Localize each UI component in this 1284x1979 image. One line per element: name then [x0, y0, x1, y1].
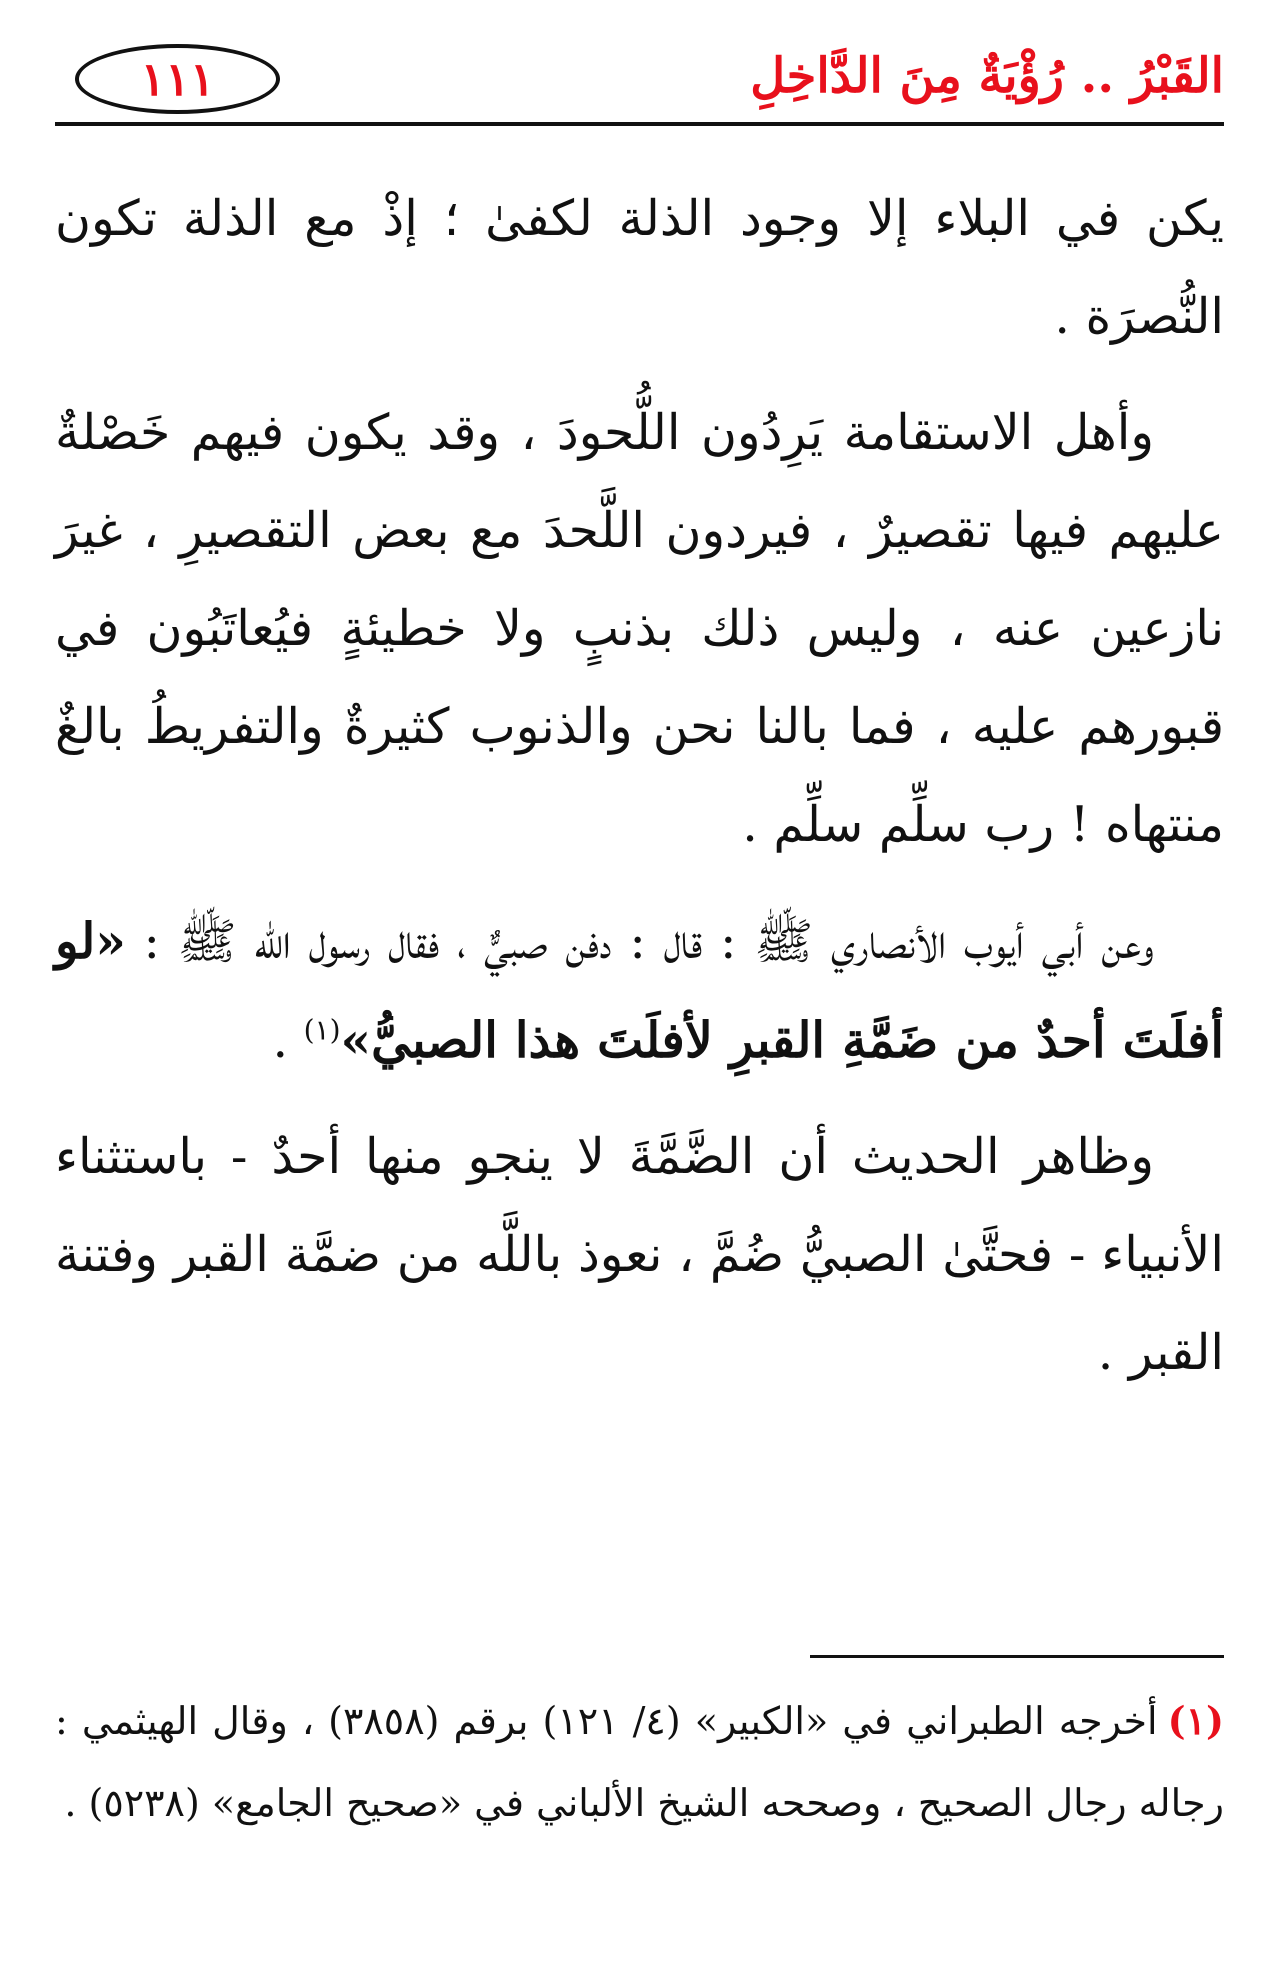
paragraph-3 — [55, 892, 1224, 1090]
main-text — [55, 170, 1224, 1420]
page-number: ١١١ — [140, 52, 215, 106]
paragraph-1: يكن في البلاء إلا وجود الذلة لكفىٰ ؛ إذْ مع الذلة تكون النُّصرَة . — [55, 190, 1224, 345]
paragraph-2: وأهل الاستقامة يَرِدُون اللُّحودَ ، وقد يكون فيهم خَصْلةٌ عليهم فيها تقصيرٌ ، فيردون اللَّحدَ مع بعض التقصيرِ ، غيرَ نازعين عنه ، وليس ذلك بذنبٍ ولا خطيئةٍ فيُعاتَبُون في قبورهم عليه ، فما بالنا نحن والذنوب كثيرةٌ والتفريطُ بالغٌ منتهاه ! رب سلِّم سلِّم . — [55, 404, 1225, 853]
hadith-text: «لو أفلَتَ أحدٌ من ضَمَّةِ القبرِ لأفلَتَ هذا الصبيُّ» — [55, 912, 1224, 1069]
running-title: القَبْرُ .. رُؤْيَةٌ مِنَ الدَّاخِلِ — [750, 48, 1224, 104]
footnote — [55, 1680, 1224, 1844]
footnote-ref[interactable]: (١) — [303, 1013, 341, 1047]
hadith-intro: وعن أبي أيوب الأنصاري ﷺ : قال : دفن صبيٌّ ، فقال رسول الله ﷺ : — [125, 913, 1154, 970]
hadith-end: . — [272, 1012, 304, 1069]
header-divider — [55, 122, 1224, 126]
footnote-text: أخرجه الطبراني في «الكبير» (٤/ ١٢١) برقم (٣٨٥٨) ، وقال الهيثمي : رجاله رجال الصحيح ، وصححه الشيخ الألباني في «صحيح الجامع» (٥٢٣٨) . — [55, 1699, 1224, 1825]
footnote-number: (١) — [1167, 1698, 1224, 1743]
paragraph-4: وظاهر الحديث أن الضَّمَّةَ لا ينجو منها أحدٌ - باستثناء الأنبياء - فحتَّىٰ الصبيُّ ضُمَّ ، نعوذ باللَّه من ضمَّة القبر وفتنة القبر . — [55, 1128, 1224, 1381]
page-number-oval — [75, 44, 280, 114]
footnote-divider — [810, 1655, 1224, 1658]
page-header — [55, 40, 1224, 120]
